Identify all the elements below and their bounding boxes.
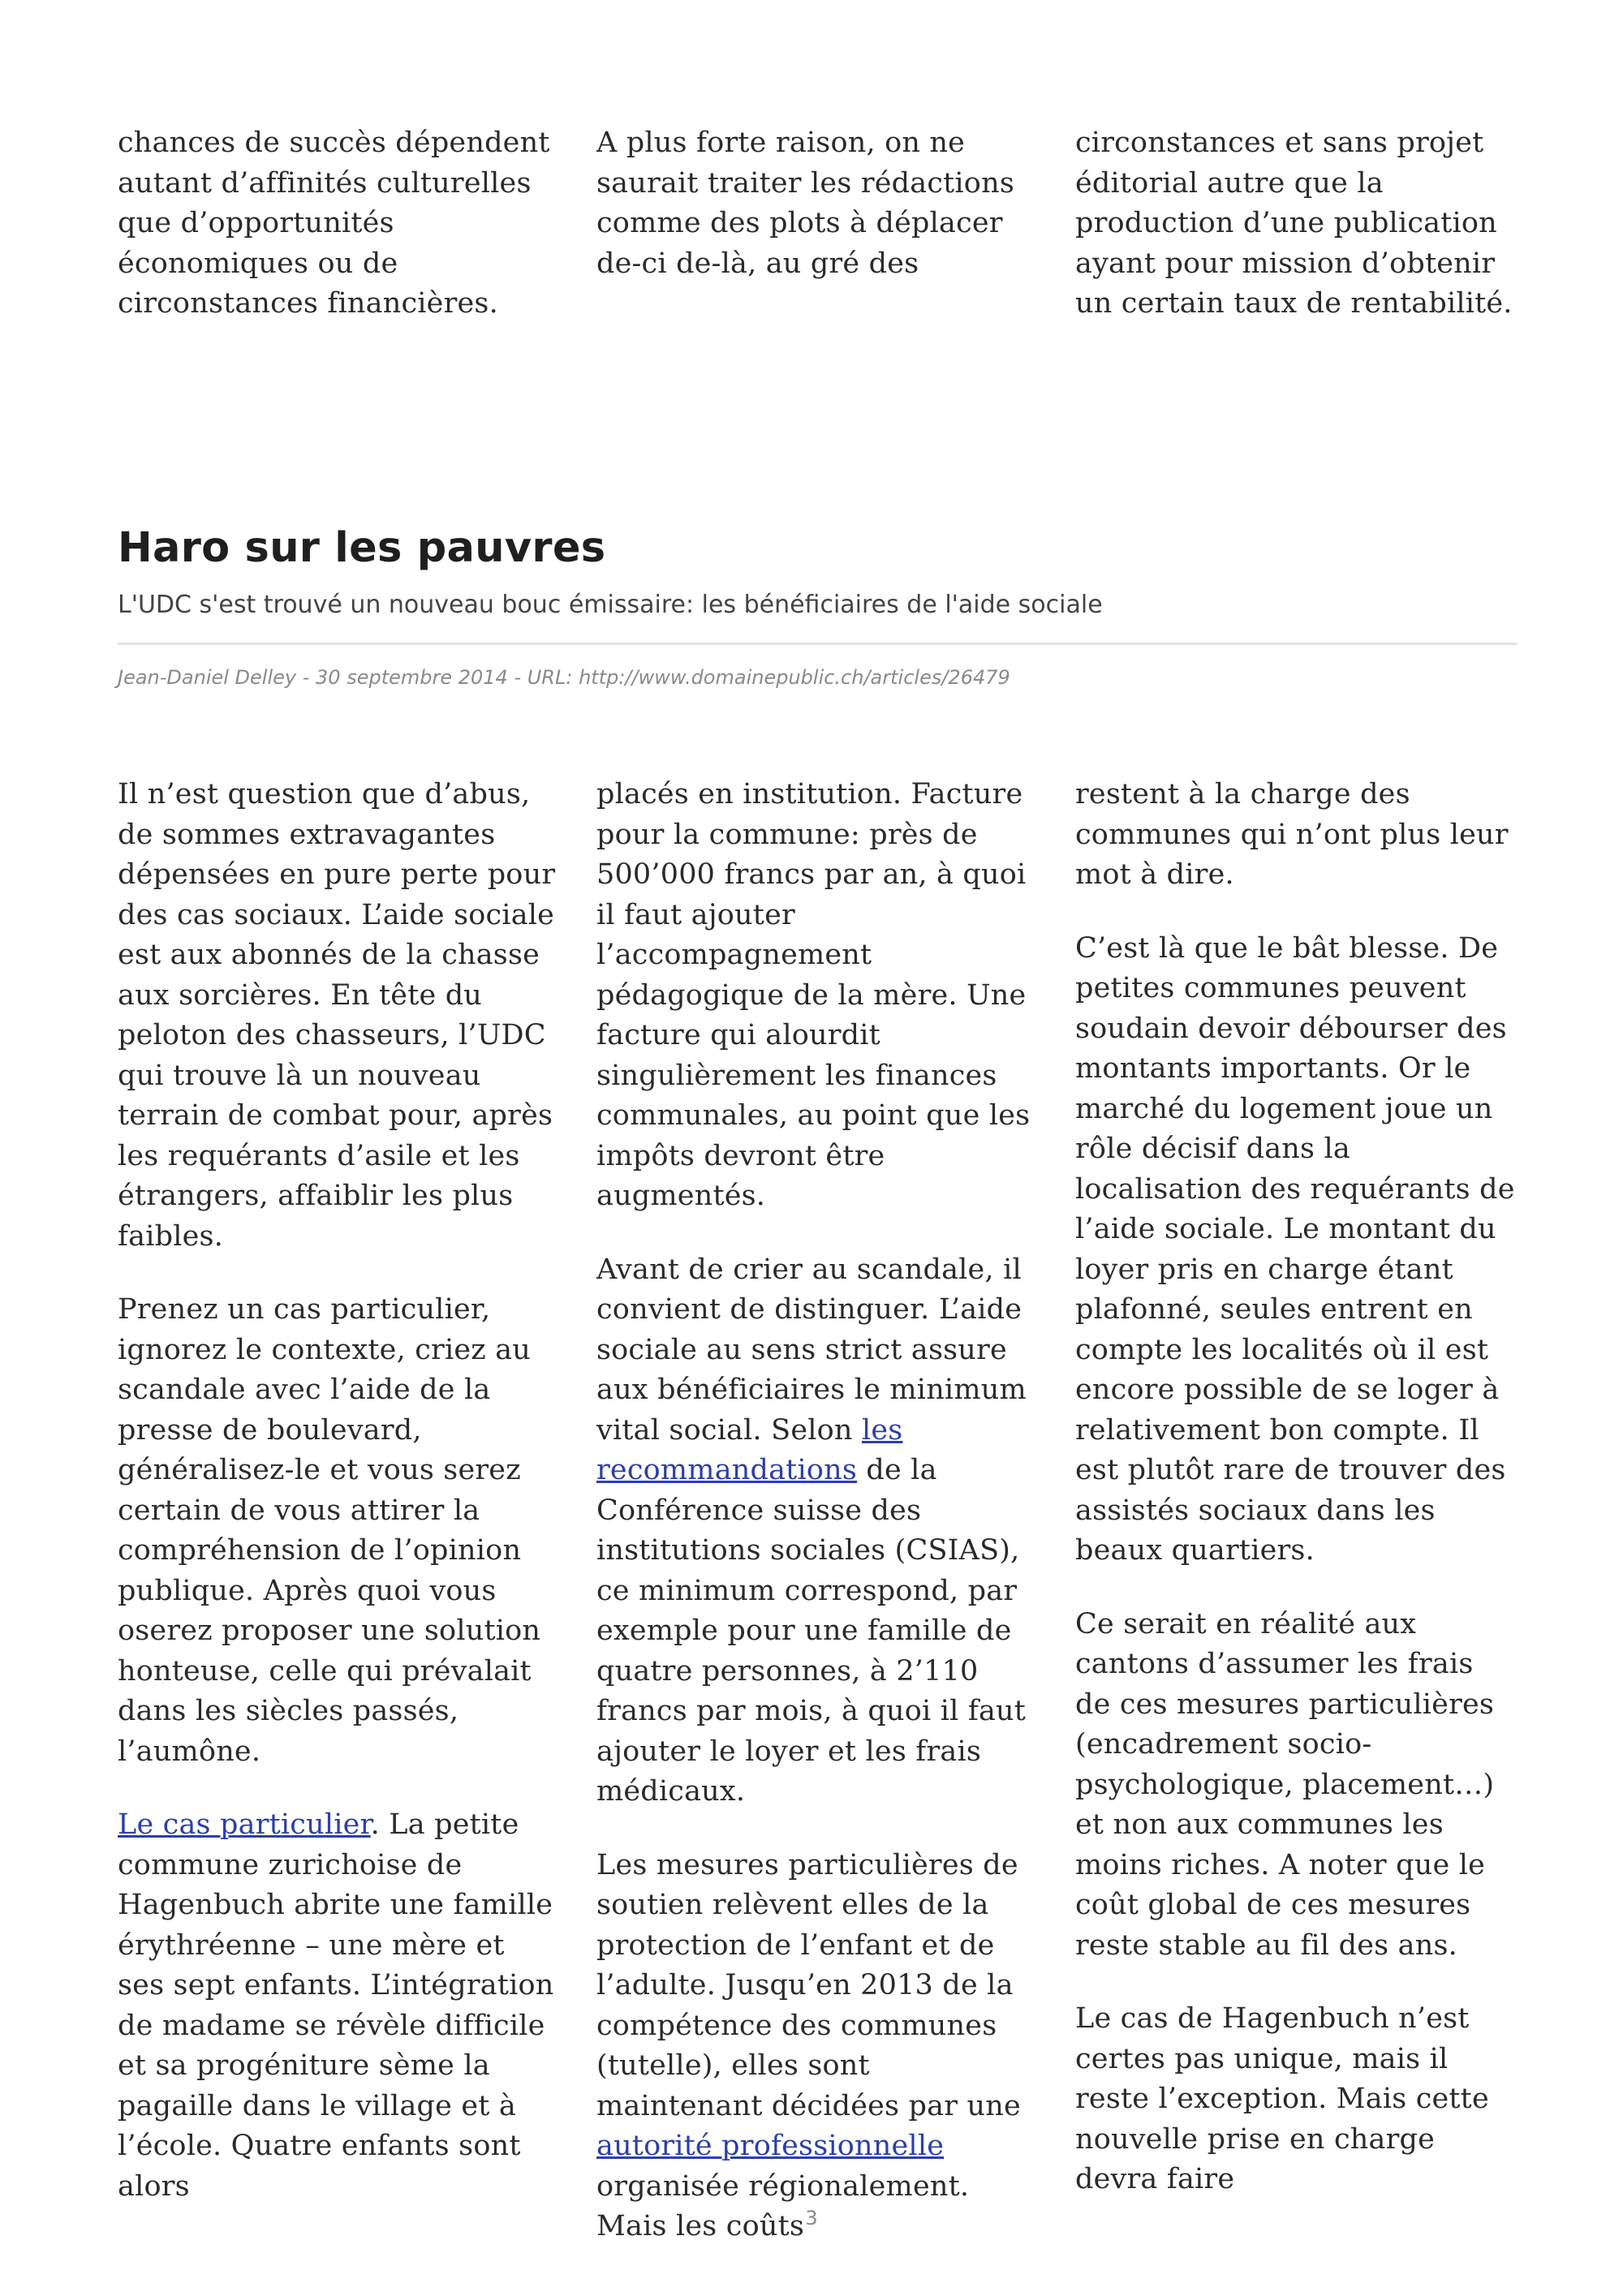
- paragraph-text: Avant de crier au scandale, il convient de distinguer. L’aide sociale au sens strict assure aux bénéficiaires le minimum vital social. Selon: [596, 1253, 1027, 1447]
- paragraph: [596, 1250, 1039, 1812]
- article-column-3: [1075, 775, 1518, 2281]
- paragraph: [596, 1846, 1039, 2247]
- link-autorite-professionnelle[interactable]: autorité professionnelle: [596, 2130, 945, 2162]
- article-body: [118, 775, 1518, 2281]
- paragraph-text: . La petite commune zurichoise de Hagenbuch abrite une famille érythréenne – une mère et ses sept enfants. L’intégration de madame se révèle difficile et sa progéniture sème la pagaille dans le village et à l’école. Quatre enfants sont alors: [118, 1808, 554, 2203]
- article-column-2: [596, 775, 1039, 2281]
- article-title: Haro sur les pauvres: [118, 524, 606, 572]
- previous-article-column-3: [1075, 123, 1518, 358]
- previous-article-column-1: [118, 123, 560, 358]
- paragraph: A plus forte raison, on ne saurait traiter les rédactions comme des plots à déplacer de-ci de-là, au gré des: [596, 127, 1014, 280]
- article-subtitle: L'UDC s'est trouvé un nouveau bouc émissaire: les bénéficiaires de l'aide sociale: [118, 591, 1103, 619]
- paragraph: Prenez un cas particulier, ignorez le contexte, criez au scandale avec l’aide de la presse de boulevard, généralisez-le et vous serez certain de vous attirer la compréhension de l’opinion publique. Après quoi vous oserez proposer une solution honteuse, celle qui prévalait dans les siècles passés, l’aumône.: [118, 1293, 541, 1768]
- header-divider: [118, 643, 1518, 645]
- article-header: [118, 519, 1518, 692]
- article-column-1: [118, 775, 560, 2281]
- paragraph: Le cas de Hagenbuch n’est certes pas unique, mais il reste l’exception. Mais cette nouvelle prise en charge devra faire: [1075, 2002, 1489, 2195]
- paragraph: restent à la charge des communes qui n’ont plus leur mot à dire.: [1075, 778, 1509, 891]
- paragraph: C’est là que le bât blesse. De petites communes peuvent soudain devoir débourser des montants importants. Or le marché du logement joue un rôle décisif dans la localisation des requérants de l’aide sociale. Le montant du loyer pris en charge étant plafonné, seules entrent en compte les localités où il est encore possible de se loger à relativement bon compte. Il est plutôt rare de trouver des assistés sociaux dans les beaux quartiers.: [1075, 931, 1515, 1567]
- page-number: 3: [805, 2207, 818, 2229]
- paragraph: circonstances et sans projet éditorial autre que la production d’une publication ayant pour mission d’obtenir un certain taux de rentabilité.: [1075, 127, 1513, 320]
- paragraph: Ce serait en réalité aux cantons d’assumer les frais de ces mesures particulières (encadrement socio-psychologique, placement…) et non aux communes les moins riches. A noter que le coût global de ces mesures reste stable au fil des ans.: [1075, 1607, 1495, 1962]
- previous-article-columns: [118, 123, 1518, 358]
- paragraph: [118, 1805, 560, 2207]
- paragraph: placés en institution. Facture pour la commune: près de 500’000 francs par an, à quoi il faut ajouter l’accompagnement pédagogique de la mère. Une facture qui alourdit singulièrement les finances communales, au point que les impôts devront être augmentés.: [596, 778, 1031, 1212]
- paragraph: Il n’est question que d’abus, de sommes extravagantes dépensées en pure perte pour des cas sociaux. L’aide sociale est aux abonnés de la chasse aux sorcières. En tête du peloton des chasseurs, l’UDC qui trouve là un nouveau terrain de combat pour, après les requérants d’asile et les étrangers, affaiblir les plus faibles.: [118, 778, 556, 1253]
- paragraph-text: de la Conférence suisse des institutions sociales (CSIAS), ce minimum correspond, par exemple pour une famille de quatre personnes, à 2’110 francs par mois, à quoi il faut ajouter le loyer et les frais médicaux.: [596, 1454, 1027, 1808]
- paragraph-text: organisée régionalement. Mais les coûts: [596, 2169, 970, 2242]
- paragraph: chances de succès dépendent autant d’affinités culturelles que d’opportunités économiques ou de circonstances financières.: [118, 127, 550, 320]
- paragraph-text: Les mesures particulières de soutien relèvent elles de la protection de l’enfant et de l’adulte. Jusqu’en 2013 de la compétence des communes (tutelle), elles sont maintenant décidées par une: [596, 1848, 1021, 2122]
- previous-article-column-2: [596, 123, 1039, 358]
- link-cas-particulier[interactable]: Le cas particulier: [118, 1808, 371, 1841]
- link-recommandations[interactable]: les recommandations: [596, 1413, 903, 1486]
- article-meta: Jean-Daniel Delley - 30 septembre 2014 - URL: http://www.domainepublic.ch/articles/26479: [118, 666, 1010, 689]
